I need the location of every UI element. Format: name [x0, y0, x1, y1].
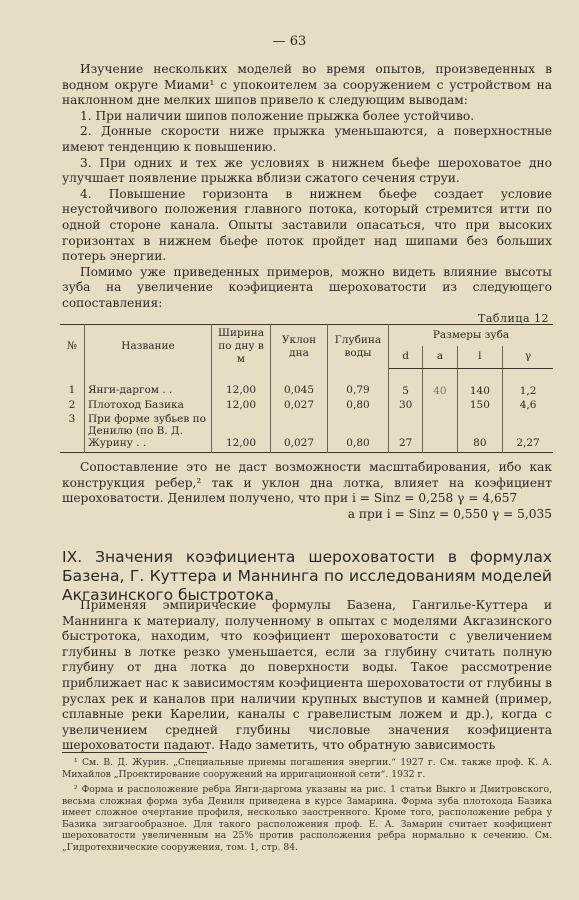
cell-l: 140	[457, 368, 503, 398]
tooth-dimensions-table	[60, 324, 553, 453]
intro-block	[62, 62, 552, 312]
table-caption: Таблица 12	[478, 312, 549, 325]
cell-gamma: 1,2	[519, 384, 537, 397]
col-header-d: d	[389, 346, 423, 368]
comparison-block	[62, 460, 552, 522]
cell-name: При форме зубьев по Денилю (по В. Д. Журину . .	[85, 412, 212, 453]
col-header-gamma: γ	[503, 346, 553, 368]
col-header-depth: Глубина воды	[328, 325, 389, 369]
page-number: — 63	[272, 34, 307, 49]
cell-l: 80	[457, 412, 503, 453]
comparison-formula-line: а при i = Sinz = 0,550 γ = 5,035	[347, 506, 552, 521]
table-row	[60, 412, 553, 453]
col-header-a: a	[423, 346, 457, 368]
comparison-intro: Помимо уже приведенных примеров, можно видеть влияние высоты зуба на увеличение коэфициента шероховатости из следующего сопоставления:	[62, 264, 552, 310]
section-heading: IX. Значения коэфициента шероховатости в формулах Базена, Г. Куттера и Маннинга по исследованиям моделей Акгазинского быстротока	[62, 547, 552, 604]
cell-num: 1	[60, 368, 85, 398]
cell-l: 150	[457, 398, 503, 412]
cell-name: Плотоход Базика	[85, 398, 212, 412]
conclusion-item-2: 2. Донные скорости ниже прыжка уменьшаются, а поверхностные имеют тенденцию к повышению.	[62, 124, 552, 154]
conclusion-item-1: 1. При наличии шипов положение прыжка более устойчиво.	[80, 108, 475, 123]
conclusion-item-3: 3. При одних и тех же условиях в нижнем бьефе шероховатое дно улучшает появление прыжка вблизи сжатого сечения струи.	[62, 155, 552, 186]
cell-depth: 0,79	[328, 368, 389, 398]
cell-a	[423, 398, 457, 412]
cell-slope: 0,027	[271, 412, 328, 453]
cell-d: 30	[389, 398, 423, 412]
cell-d: 27	[389, 412, 423, 453]
col-header-width: Ширина по дну в м	[212, 325, 271, 369]
cell-gamma: 2,27	[516, 436, 540, 449]
section-body	[62, 598, 552, 754]
cell-d: 5	[389, 368, 423, 398]
footnote-2: ² Форма и расположение ребра Янги-даргома указаны на рис. 1 статьи Выкго и Дмитровского, весьма сложная форма зуба Дениля приведена в курсе Замарина. Форма зуба плотохода Базика имеет сложное очертание профиля, несколько заостренного. Кроме того, расположение ребра у Базика зигзагообразное. Для такого расположения проф. Е. А. Замарин считает коэфициент шероховатости увеличенным на 25% против расположения ребра нормально к сечению. См. „Гидротехнические сооружения, том. 1, стр. 84.	[62, 784, 552, 853]
cell-name: Янги-даргом . .	[85, 368, 212, 398]
footnote-divider	[62, 752, 207, 753]
cell-a: 40	[423, 368, 457, 398]
cell-num: 2	[60, 398, 85, 412]
table-row	[60, 398, 553, 412]
footnotes	[62, 757, 552, 857]
intro-paragraph: Изучение нескольких моделей во время опытов, произведенных в водном округе Миами¹ с упокоителем за сооружением с устройством на наклонном дне мелких шипов привело к следующим выводам:	[62, 62, 552, 108]
section-paragraph: Применяя эмпирические формулы Базена, Гангилье-Куттера и Маннинга к материалу, полученному в опытах с моделями Акгазинского быстротока, находим, что коэфициент шероховатости с увеличением глубины в лотке резко уменьшается, если за глубину считать полную глубину от дна лотка до поверхности воды. Такое рассмотрение приближает нас к зависимостям коэфициента шероховатости от глубины в руслах рек и каналов при наличии крупных выступов и камней (пример, сплавные реки Карелии, каналы с гравелистым ложем и др.), когда с увеличением средней глубины числовые значения коэфициента шероховатости падают. Надо заметить, что обратную зависимость	[62, 598, 552, 753]
cell-width: 12,00	[212, 398, 271, 412]
cell-width: 12,00	[212, 412, 271, 453]
table-row	[60, 368, 553, 398]
col-header-l: l	[457, 346, 503, 368]
col-header-slope: Уклон дна	[271, 325, 328, 369]
footnote-1: ¹ См. В. Д. Журин. „Специальные приемы погашения энергии.“ 1927 г. См. также проф. К. А. Михайлов „Проектирование сооружений на ирригационной сети“. 1932 г.	[62, 757, 552, 780]
col-header-name: Название	[85, 325, 212, 369]
cell-depth: 0,80	[328, 398, 389, 412]
col-header-tooth-dimensions: Размеры зуба	[432, 329, 510, 342]
cell-slope: 0,027	[271, 398, 328, 412]
col-header-num: №	[60, 325, 85, 369]
cell-num: 3	[60, 412, 85, 453]
conclusion-item-4: 4. Повышение горизонта в нижнем бьефе создает условие неустойчивого положения главного потока, который стремится итти по одной стороне канала. Опыты заставили опасаться, что при высоких горизонтах в нижнем бьефе поток пройдет над шипами без больших потерь энергии.	[62, 186, 552, 264]
cell-depth: 0,80	[328, 412, 389, 453]
cell-a	[423, 412, 457, 453]
cell-width: 12,00	[212, 368, 271, 398]
cell-gamma: 4,6	[519, 398, 537, 411]
cell-slope: 0,045	[271, 368, 328, 398]
comparison-paragraph: Сопоставление это не даст возможности масштабирования, ибо как конструкция ребер,² так и уклон дна лотка, влияет на коэфициент шероховатости. Денилем получено, что при i = Sinz = 0,258 γ = 4,657	[62, 460, 552, 506]
